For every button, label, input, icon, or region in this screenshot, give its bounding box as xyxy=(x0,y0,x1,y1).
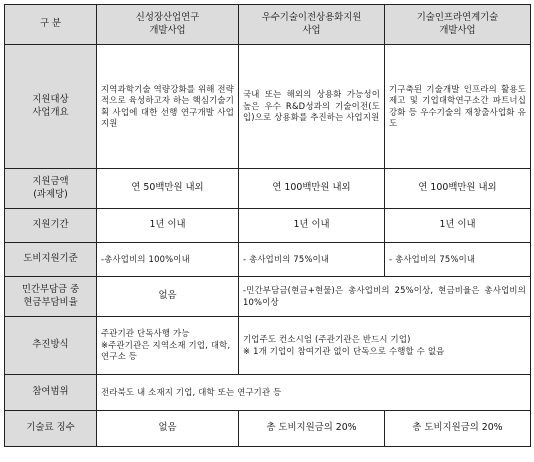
period-program-3: 1년 이내 xyxy=(385,209,531,243)
ratio-row xyxy=(5,243,531,277)
period-program-1: 1년 이내 xyxy=(97,209,239,243)
overview-label: 지원대상 사업개요 xyxy=(5,45,97,169)
overview-program-3: 기구축된 기술개발 인프라의 활용도 제고 및 기업대학연구소간 파트너십 강화 등 우수기술의 재창출사업화 유도 xyxy=(385,45,531,169)
amount-row xyxy=(5,169,531,209)
period-label: 지원기간 xyxy=(5,209,97,243)
header-program-2: 우수기술이전상용화지원 사업 xyxy=(239,5,385,45)
amount-program-2: 연 100백만원 내외 xyxy=(239,169,385,209)
method-programs-2-3: 기업주도 컨소시엄 (주관기관은 반드시 기업) ※ 1개 기업이 참여기관 없이 단독으로 수행할 수 없음 xyxy=(239,317,531,375)
program-comparison-table xyxy=(4,4,531,447)
scope-value: 전라북도 내 소재지 기업, 대학 또는 연구기관 등 xyxy=(97,375,531,411)
fee-program-3: 총 도비지원금의 20% xyxy=(385,411,531,447)
header-program-3: 기술인프라연계기술 개발사업 xyxy=(385,5,531,45)
fee-row xyxy=(5,411,531,447)
ratio-program-1: -총사업비의 100%이내 xyxy=(97,243,239,277)
private-share-program-1: 없음 xyxy=(97,277,239,317)
ratio-label: 도비지원기준 xyxy=(5,243,97,277)
header-category: 구 분 xyxy=(5,5,97,45)
method-program-1: 주관기관 단독사행 가능 ※주관기관은 지역소재 기업, 대학, 연구소 등 xyxy=(97,317,239,375)
ratio-program-3: - 총사업비의 75%이내 xyxy=(385,243,531,277)
amount-label: 지원금액 (과제당) xyxy=(5,169,97,209)
fee-label: 기술료 징수 xyxy=(5,411,97,447)
private-share-row xyxy=(5,277,531,317)
private-share-programs-2-3: -민간부담금(현금+현물)은 총사업비의 25%이상, 현금비율은 총사업비의 10%이상 xyxy=(239,277,531,317)
header-program-1: 신성장산업연구 개발사업 xyxy=(97,5,239,45)
private-share-label: 민간부담금 중 현금부담비율 xyxy=(5,277,97,317)
fee-program-1: 없음 xyxy=(97,411,239,447)
period-program-2: 1년 이내 xyxy=(239,209,385,243)
amount-program-3: 연 100백만원 내외 xyxy=(385,169,531,209)
fee-program-2: 총 도비지원금의 20% xyxy=(239,411,385,447)
overview-row xyxy=(5,45,531,169)
overview-program-2: 국내 또는 해외의 상용화 가능성이 높은 우수 R&D성과의 기술이전(도입)으로 상용화를 추진하는 사업지원 xyxy=(239,45,385,169)
ratio-program-2: - 총사업비의 75%이내 xyxy=(239,243,385,277)
scope-row xyxy=(5,375,531,411)
header-row xyxy=(5,5,531,45)
period-row xyxy=(5,209,531,243)
amount-program-1: 연 50백만원 내외 xyxy=(97,169,239,209)
method-label: 추진방식 xyxy=(5,317,97,375)
scope-label: 참여범위 xyxy=(5,375,97,411)
overview-program-1: 지역과학기술 역량강화를 위해 전략적으로 육성하고자 하는 핵심기술기획 사업에 대한 선행 연구개발 사업지원 xyxy=(97,45,239,169)
method-row xyxy=(5,317,531,375)
